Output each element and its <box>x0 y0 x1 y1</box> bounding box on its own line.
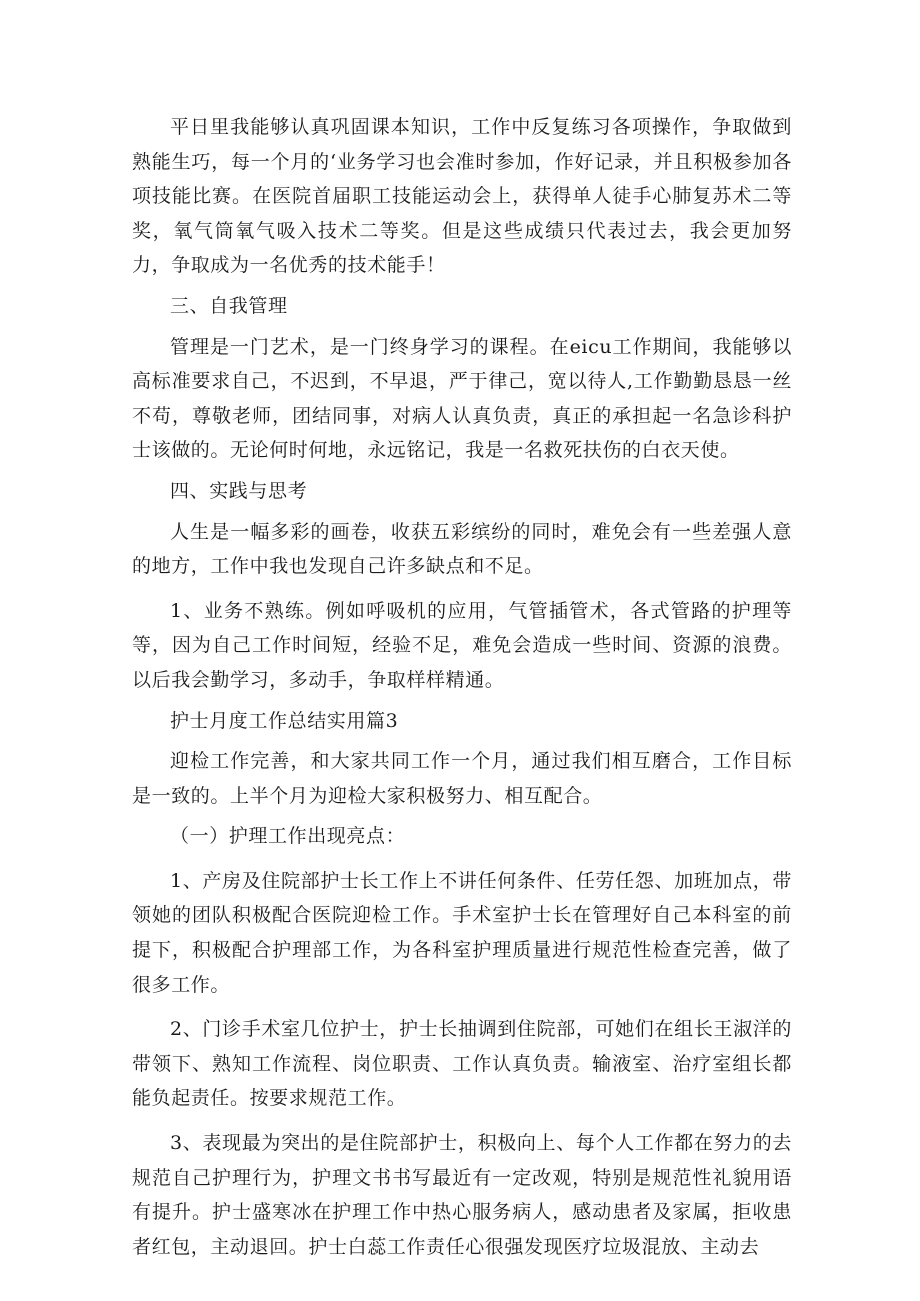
heading-highlights: （一）护理工作出现亮点： <box>170 825 406 848</box>
paragraph-shortcoming-1: 1、业务不熟练。例如呼吸机的应用，气管插管术，各式管路的护理等等，因为自己工作时间短，经验不足，难免会造成一些时间、资源的浪费。以后我会勤学习，多动手，争取样样精通。 <box>132 599 792 691</box>
heading-self-management: 三、自我管理 <box>170 294 288 317</box>
paragraph-highlight-1: 1、产房及住院部护士长工作上不讲任何条件、任劳任怨、加班加点，带领她的团队积极配合医院迎检工作。手术室护士长在管理好自己本科室的前提下，积极配合护理部工作，为各科室护理质量进行规范性检查完善，做了很多工作。 <box>132 869 792 996</box>
heading-article-3: 护士月度工作总结实用篇3 <box>170 709 399 732</box>
heading-practice-reflection: 四、实践与思考 <box>170 479 308 502</box>
paragraph-highlight-3: 3、表现最为突出的是住院部护士，积极向上、每个人工作都在努力的去规范自己护理行为，护理文书书写最近有一定改观，特别是规范性礼貌用语有提升。护士盛寒冰在护理工作中热心服务病人，感动患者及家属，拒收患者红包，主动退回。护士白蕊工作责任心很强发现医疗垃圾混放、主动去 <box>132 1132 792 1258</box>
paragraph-management: 管理是一门艺术，是一门终身学习的课程。在eicu工作期间，我能够以高标准要求自己，不迟到，不早退，严于律己，宽以待人,工作勤勤恳恳一丝不苟，尊敬老师，团结同事，对病人认真负责，真正的承担起一名急诊科护士该做的。无论何时何地，永远铭记，我是一名救死扶伤的白衣天使。 <box>132 335 792 462</box>
document-body <box>132 110 792 1264</box>
paragraph-life: 人生是一幅多彩的画卷，收获五彩缤纷的同时，难免会有一些差强人意的地方，工作中我也发现自己许多缺点和不足。 <box>132 520 792 578</box>
paragraph-skills: 平日里我能够认真巩固课本知识，工作中反复练习各项操作，争取做到熟能生巧，每一个月的‘业务学习也会准时参加，作好记录，并且积极参加各项技能比赛。在医院首届职工技能运动会上，获得单人徒手心肺复苏术二等奖，氧气筒氧气吸入技术二等奖。但是这些成绩只代表过去，我会更加努力，争取成为一名优秀的技术能手！ <box>132 116 792 277</box>
paragraph-inspection: 迎检工作完善，和大家共同工作一个月，通过我们相互磨合，工作目标是一致的。上半个月为迎检大家积极努力、相互配合。 <box>132 750 792 807</box>
paragraph-highlight-2: 2、门诊手术室几位护士，护士长抽调到住院部，可她们在组长王淑洋的带领下、熟知工作流程、岗位职责、工作认真负责。输液室、治疗室组长都能负起责任。按要求规范工作。 <box>132 1018 792 1110</box>
